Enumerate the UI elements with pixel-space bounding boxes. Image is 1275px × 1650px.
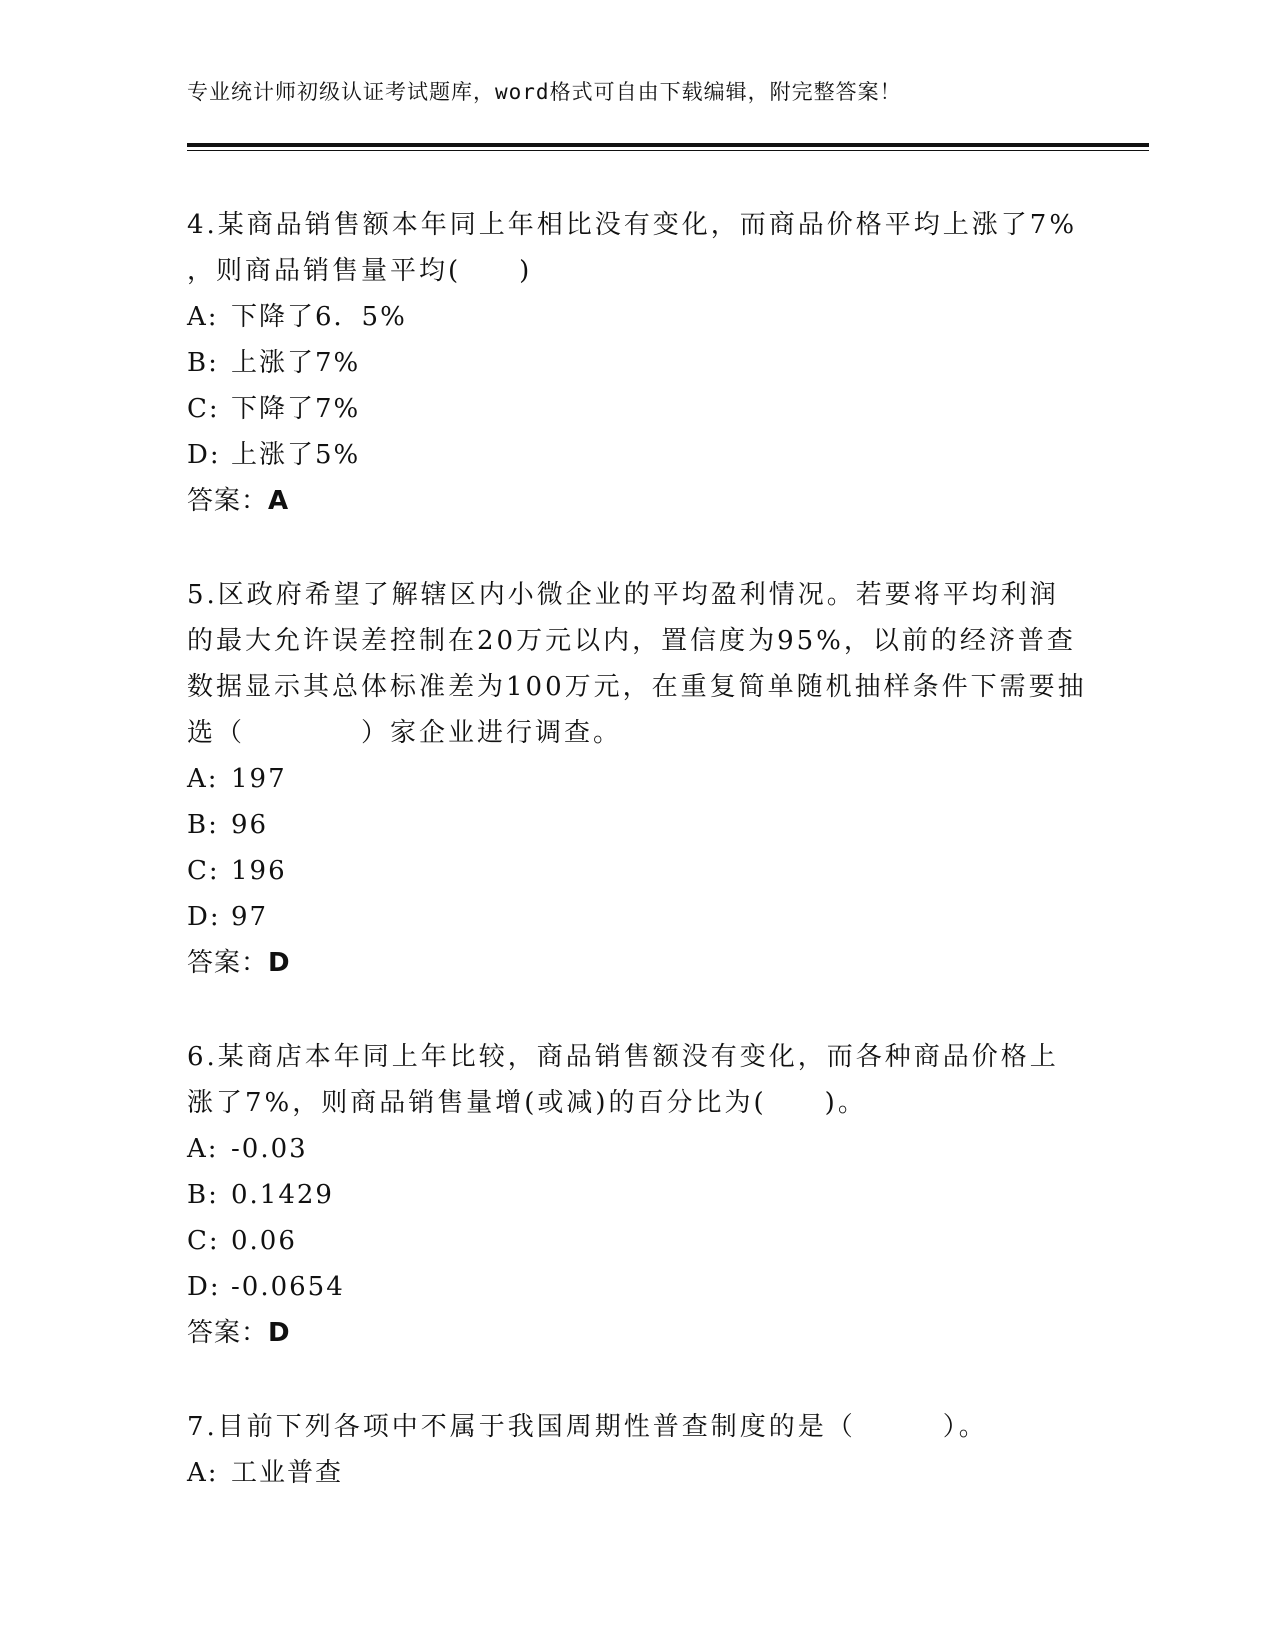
option-d (187, 1264, 1087, 1310)
option-text: 196 (231, 856, 287, 886)
option-text: 0.06 (231, 1226, 297, 1256)
question-stem: 6.某商店本年同上年比较，商品销售额没有变化，而各种商品价格上涨了7%，则商品销售量增(或减)的百分比为( )。 (187, 1042, 1059, 1118)
option-text: 97 (231, 902, 269, 932)
answer-label: 答案： (187, 486, 269, 516)
option-key: A: (187, 1134, 219, 1164)
option-key: B: (187, 348, 219, 378)
option-key: A: (187, 302, 219, 332)
option-key: C: (187, 856, 220, 886)
question-stem: 4.某商品销售额本年同上年相比没有变化，而商品价格平均上涨了7% ，则商品销售量平均( ) (187, 210, 1078, 286)
option-text: -0.0654 (231, 1272, 345, 1302)
option-c (187, 1218, 1087, 1264)
option-text: 197 (231, 764, 287, 794)
option-b (187, 802, 1087, 848)
option-a (187, 294, 1087, 340)
answer-line (187, 478, 1087, 524)
option-list (187, 756, 1087, 940)
option-text: 上涨了5% (231, 440, 361, 470)
option-a (187, 1450, 1087, 1496)
option-text: 0.1429 (231, 1180, 334, 1210)
option-key: C: (187, 1226, 220, 1256)
option-text: 下降了7% (231, 394, 361, 424)
option-key: C: (187, 394, 220, 424)
question-5 (187, 572, 1087, 986)
question-stem: 7.目前下列各项中不属于我国周期性普查制度的是（ ）。 (187, 1412, 988, 1442)
question-4 (187, 202, 1087, 524)
option-c (187, 848, 1087, 894)
option-text: 上涨了7% (231, 348, 361, 378)
answer-label: 答案： (187, 948, 269, 978)
option-text: -0.03 (231, 1134, 308, 1164)
option-d (187, 432, 1087, 478)
option-key: A: (187, 764, 219, 794)
answer-line (187, 940, 1087, 986)
question-7 (187, 1404, 1087, 1496)
answer-value: A (268, 486, 290, 516)
answer-value: D (268, 948, 291, 978)
option-key: D: (187, 440, 221, 470)
option-text: 下降了6．5% (231, 302, 407, 332)
option-text: 96 (231, 810, 269, 840)
option-key: B: (187, 1180, 219, 1210)
answer-value: D (268, 1318, 291, 1348)
question-stem: 5.区政府希望了解辖区内小微企业的平均盈利情况。若要将平均利润的最大允许误差控制在20万元以内，置信度为95%，以前的经济普查数据显示其总体标准差为100万元，在重复简单随机抽样条件下需要抽选（ ）家企业进行调查。 (187, 580, 1087, 748)
answer-line (187, 1310, 1087, 1356)
option-a (187, 756, 1087, 802)
option-text: 工业普查 (231, 1458, 344, 1488)
option-b (187, 1172, 1087, 1218)
answer-label: 答案： (187, 1318, 269, 1348)
question-6 (187, 1034, 1087, 1356)
option-list (187, 1126, 1087, 1310)
option-c (187, 386, 1087, 432)
option-list (187, 1450, 1087, 1496)
header-divider-thin (187, 150, 1149, 151)
option-list (187, 294, 1087, 478)
page-header: 专业统计师初级认证考试题库，word格式可自由下载编辑，附完整答案！ (187, 80, 902, 104)
option-key: D: (187, 1272, 221, 1302)
option-a (187, 1126, 1087, 1172)
option-key: A: (187, 1458, 219, 1488)
option-key: D: (187, 902, 221, 932)
option-d (187, 894, 1087, 940)
option-b (187, 340, 1087, 386)
question-list (187, 202, 1087, 1544)
option-key: B: (187, 810, 219, 840)
header-divider (187, 143, 1149, 147)
